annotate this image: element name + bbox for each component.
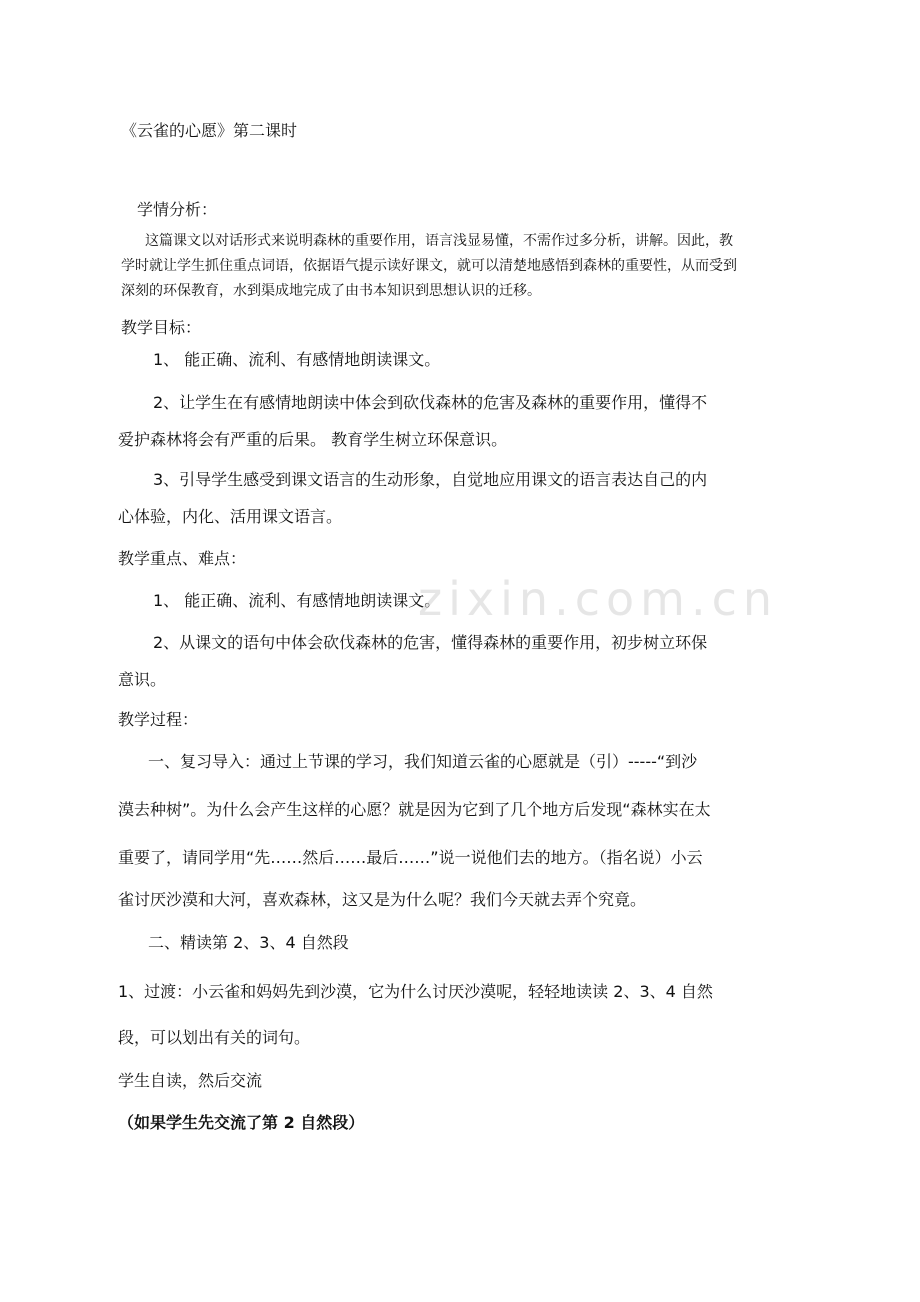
process-line-bold: （如果学生先交流了第 2 自然段） bbox=[118, 1113, 365, 1132]
process-line: 雀讨厌沙漠和大河，喜欢森林，这又是为什么呢？我们今天就去弄个究竟。 bbox=[118, 890, 647, 909]
document-title: 《云雀的心愿》第二课时 bbox=[121, 121, 298, 140]
process-line: 一、复习导入：通过上节课的学习，我们知道云雀的心愿就是（引）-----“到沙 bbox=[148, 752, 698, 771]
goal-item: 1、 能正确、流利、有感情地朗读课文。 bbox=[153, 350, 441, 369]
analysis-heading: 学情分析： bbox=[137, 200, 218, 219]
watermark: zixin.com.cn bbox=[418, 572, 779, 626]
key-point: 2、从课文的语句中体会砍伐森林的危害，懂得森林的重要作用，初步树立环保 bbox=[153, 633, 708, 652]
process-line: 漠去种树”。为什么会产生这样的心愿？就是因为它到了几个地方后发现“森林实在太 bbox=[118, 800, 711, 819]
process-line: 段，可以划出有关的词句。 bbox=[118, 1028, 311, 1047]
analysis-line: 学时就让学生抓住重点词语，依据语气提示读好课文，就可以清楚地感悟到森林的重要性，从而受到 bbox=[121, 258, 737, 274]
process-line: 二、精读第 2、3、4 自然段 bbox=[148, 933, 349, 952]
process-heading: 教学过程： bbox=[118, 710, 199, 729]
process-line: 重要了，请同学用“先……然后……最后……”说一说他们去的地方。（指名说）小云 bbox=[118, 848, 703, 867]
key-heading: 教学重点、难点： bbox=[118, 549, 247, 568]
goal-item: 爱护森林将会有严重的后果。 教育学生树立环保意识。 bbox=[118, 430, 508, 449]
key-point: 意识。 bbox=[118, 670, 167, 689]
key-point: 1、 能正确、流利、有感情地朗读课文。 bbox=[153, 591, 441, 610]
goals-heading: 教学目标： bbox=[121, 318, 202, 337]
goal-item: 2、让学生在有感情地朗读中体会到砍伐森林的危害及森林的重要作用，懂得不 bbox=[153, 393, 708, 412]
goal-item: 3、引导学生感受到课文语言的生动形象，自觉地应用课文的语言表达自己的内 bbox=[153, 470, 708, 489]
goal-item: 心体验，内化、活用课文语言。 bbox=[118, 507, 343, 526]
analysis-line: 这篇课文以对话形式来说明森林的重要作用，语言浅显易懂，不需作过多分析，讲解。因此，教 bbox=[145, 233, 733, 249]
process-line: 1、过渡：小云雀和妈妈先到沙漠，它为什么讨厌沙漠呢，轻轻地读读 2、3、4 自然 bbox=[118, 982, 713, 1001]
process-line: 学生自读，然后交流 bbox=[118, 1071, 263, 1090]
analysis-line: 深刻的环保教育，水到渠成地完成了由书本知识到思想认识的迁移。 bbox=[121, 283, 541, 299]
